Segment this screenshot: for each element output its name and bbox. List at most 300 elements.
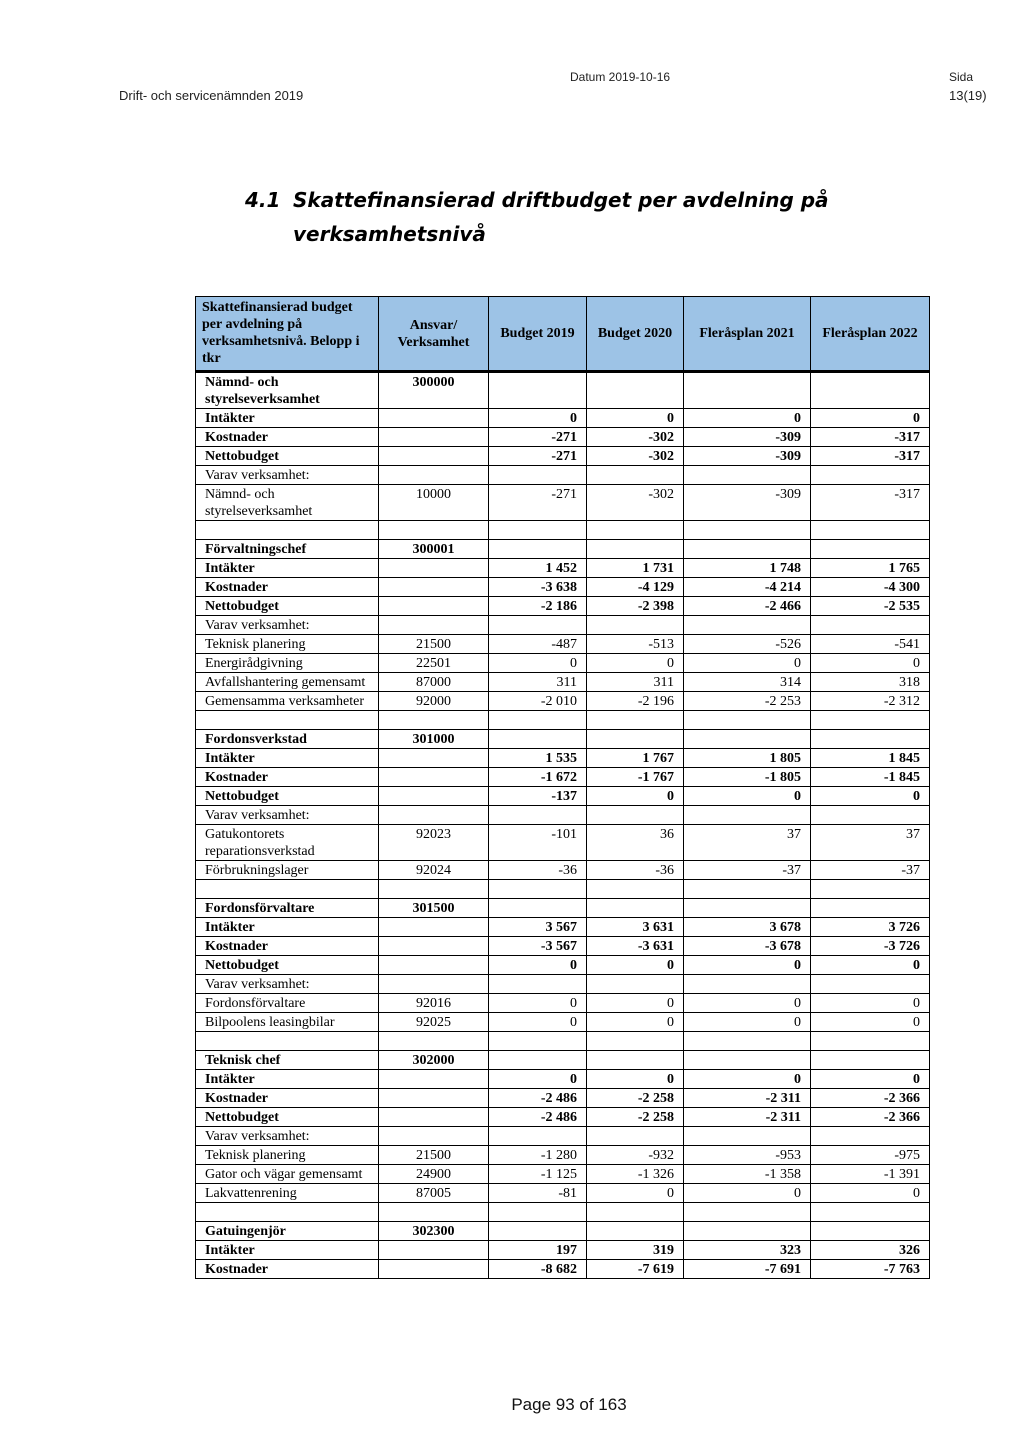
amount-cell: 1 748 (684, 559, 811, 578)
amount-cell (684, 1203, 811, 1222)
amount-cell: -309 (684, 485, 811, 521)
amount-cell (811, 466, 930, 485)
ansvar-cell (379, 787, 489, 806)
ansvar-cell (379, 1203, 489, 1222)
amount-cell: 1 767 (587, 749, 684, 768)
amount-cell (587, 899, 684, 918)
ansvar-cell: 302000 (379, 1051, 489, 1070)
budget-table-body (196, 372, 930, 1279)
amount-cell: 0 (684, 994, 811, 1013)
amount-cell: -2 366 (811, 1108, 930, 1127)
header-document-title: Drift- och servicenämnden 2019 (119, 88, 304, 103)
amount-cell: 0 (587, 654, 684, 673)
amount-cell (489, 540, 587, 559)
amount-cell (811, 540, 930, 559)
spacer-row (196, 521, 930, 540)
amount-cell (587, 521, 684, 540)
row-label-cell: Gator och vägar gemensamt (196, 1165, 379, 1184)
amount-cell: 0 (489, 654, 587, 673)
row-label-cell: Fordonsförvaltare (196, 899, 379, 918)
amount-cell: 0 (684, 409, 811, 428)
row-label-cell (196, 1203, 379, 1222)
amount-cell (587, 806, 684, 825)
amount-cell: 0 (811, 1013, 930, 1032)
header-sida-label: Sida (949, 70, 974, 84)
table-row (196, 749, 930, 768)
amount-cell: 0 (587, 1184, 684, 1203)
table-row (196, 1108, 930, 1127)
amount-cell (684, 616, 811, 635)
ansvar-cell (379, 597, 489, 616)
column-header: Budget 2020 (587, 297, 684, 372)
amount-cell: -81 (489, 1184, 587, 1203)
amount-cell: 0 (811, 409, 930, 428)
table-row (196, 466, 930, 485)
ansvar-cell (379, 1127, 489, 1146)
ansvar-cell (379, 918, 489, 937)
amount-cell: -487 (489, 635, 587, 654)
amount-cell: 0 (587, 787, 684, 806)
amount-cell: -317 (811, 485, 930, 521)
amount-cell: -1 767 (587, 768, 684, 787)
section-row (196, 1222, 930, 1241)
amount-cell (811, 372, 930, 409)
ansvar-cell: 302300 (379, 1222, 489, 1241)
table-row (196, 616, 930, 635)
budget-table-header (196, 297, 930, 372)
amount-cell: -302 (587, 447, 684, 466)
ansvar-cell: 92025 (379, 1013, 489, 1032)
amount-cell (587, 975, 684, 994)
ansvar-cell (379, 880, 489, 899)
amount-cell: -3 678 (684, 937, 811, 956)
amount-cell (811, 711, 930, 730)
ansvar-cell (379, 1108, 489, 1127)
ansvar-cell (379, 466, 489, 485)
table-row (196, 861, 930, 880)
ansvar-cell: 22501 (379, 654, 489, 673)
amount-cell (587, 466, 684, 485)
amount-cell: 0 (587, 956, 684, 975)
table-row (196, 1260, 930, 1279)
ansvar-cell (379, 749, 489, 768)
amount-cell: 318 (811, 673, 930, 692)
amount-cell: -7 619 (587, 1260, 684, 1279)
amount-cell: -2 486 (489, 1108, 587, 1127)
amount-cell (811, 1051, 930, 1070)
row-label-cell: Lakvattenrening (196, 1184, 379, 1203)
row-label-cell: Kostnader (196, 937, 379, 956)
row-label-cell: Kostnader (196, 1260, 379, 1279)
amount-cell: 197 (489, 1241, 587, 1260)
amount-cell: -271 (489, 485, 587, 521)
table-row (196, 1241, 930, 1260)
row-label-cell: Kostnader (196, 768, 379, 787)
budget-table (195, 296, 930, 1279)
table-row (196, 673, 930, 692)
ansvar-cell: 92016 (379, 994, 489, 1013)
amount-cell: 1 765 (811, 559, 930, 578)
ansvar-cell: 87005 (379, 1184, 489, 1203)
header-page-reference: 13(19) (949, 88, 987, 103)
amount-cell: -3 638 (489, 578, 587, 597)
amount-cell (587, 1032, 684, 1051)
amount-cell: 0 (811, 1184, 930, 1203)
row-label-cell: Nämnd- och styrelseverksamhet (196, 485, 379, 521)
row-label-cell: Varav verksamhet: (196, 975, 379, 994)
amount-cell (489, 466, 587, 485)
amount-cell: -2 186 (489, 597, 587, 616)
table-row (196, 825, 930, 861)
row-label-cell: Intäkter (196, 1241, 379, 1260)
column-header: Fleråsplan 2021 (684, 297, 811, 372)
ansvar-cell: 10000 (379, 485, 489, 521)
ansvar-cell (379, 447, 489, 466)
amount-cell: -1 672 (489, 768, 587, 787)
amount-cell: -4 300 (811, 578, 930, 597)
row-label-cell: Gatukontorets reparationsverkstad (196, 825, 379, 861)
table-row (196, 559, 930, 578)
ansvar-cell (379, 768, 489, 787)
amount-cell (489, 730, 587, 749)
amount-cell: -302 (587, 428, 684, 447)
table-row (196, 692, 930, 711)
table-row (196, 1127, 930, 1146)
amount-cell: 0 (587, 994, 684, 1013)
amount-cell: -3 726 (811, 937, 930, 956)
ansvar-cell (379, 975, 489, 994)
amount-cell (684, 1222, 811, 1241)
table-row (196, 1070, 930, 1089)
amount-cell: 36 (587, 825, 684, 861)
row-label-cell: Kostnader (196, 428, 379, 447)
row-label-cell: Gemensamma verksamheter (196, 692, 379, 711)
amount-cell (587, 1222, 684, 1241)
table-row (196, 1184, 930, 1203)
amount-cell: -2 466 (684, 597, 811, 616)
amount-cell: 0 (811, 787, 930, 806)
amount-cell (811, 1127, 930, 1146)
amount-cell: -1 326 (587, 1165, 684, 1184)
amount-cell: 1 805 (684, 749, 811, 768)
ansvar-cell (379, 937, 489, 956)
amount-cell: -2 311 (684, 1089, 811, 1108)
header-row (196, 297, 930, 372)
column-header: Budget 2019 (489, 297, 587, 372)
row-label-cell: Intäkter (196, 1070, 379, 1089)
amount-cell: -101 (489, 825, 587, 861)
amount-cell: -1 391 (811, 1165, 930, 1184)
table-row (196, 787, 930, 806)
ansvar-cell: 301000 (379, 730, 489, 749)
row-label-cell: Varav verksamhet: (196, 1127, 379, 1146)
amount-cell: 0 (684, 1070, 811, 1089)
amount-cell: -137 (489, 787, 587, 806)
amount-cell (811, 1203, 930, 1222)
row-label-cell: Intäkter (196, 918, 379, 937)
amount-cell: -7 763 (811, 1260, 930, 1279)
section-title-line1: Skattefinansierad driftbudget per avdelning på (293, 188, 829, 212)
amount-cell: 1 452 (489, 559, 587, 578)
amount-cell: 311 (489, 673, 587, 692)
ansvar-cell (379, 711, 489, 730)
amount-cell (587, 1051, 684, 1070)
amount-cell: 319 (587, 1241, 684, 1260)
ansvar-cell (379, 578, 489, 597)
amount-cell (684, 880, 811, 899)
table-row (196, 654, 930, 673)
amount-cell (489, 711, 587, 730)
amount-cell (489, 880, 587, 899)
ansvar-cell: 92023 (379, 825, 489, 861)
spacer-row (196, 1032, 930, 1051)
amount-cell (587, 372, 684, 409)
amount-cell: -975 (811, 1146, 930, 1165)
amount-cell: -2 196 (587, 692, 684, 711)
amount-cell: 1 535 (489, 749, 587, 768)
amount-cell: -932 (587, 1146, 684, 1165)
ansvar-cell (379, 1089, 489, 1108)
column-header: Fleråsplan 2022 (811, 297, 930, 372)
ansvar-cell: 87000 (379, 673, 489, 692)
spacer-row (196, 711, 930, 730)
amount-cell: 0 (811, 956, 930, 975)
amount-cell (489, 1051, 587, 1070)
amount-cell: -526 (684, 635, 811, 654)
section-row (196, 540, 930, 559)
row-label-cell: Varav verksamhet: (196, 616, 379, 635)
spacer-row (196, 1203, 930, 1222)
amount-cell: -271 (489, 447, 587, 466)
amount-cell (489, 1203, 587, 1222)
amount-cell (587, 540, 684, 559)
row-label-cell: Förbrukningslager (196, 861, 379, 880)
amount-cell (811, 1032, 930, 1051)
amount-cell: 3 567 (489, 918, 587, 937)
amount-cell (684, 1032, 811, 1051)
table-row (196, 975, 930, 994)
amount-cell: -7 691 (684, 1260, 811, 1279)
amount-cell: 1 845 (811, 749, 930, 768)
amount-cell: 0 (489, 409, 587, 428)
row-label-cell: Teknisk planering (196, 1146, 379, 1165)
row-label-cell: Fordonsförvaltare (196, 994, 379, 1013)
ansvar-cell (379, 559, 489, 578)
ansvar-cell: 301500 (379, 899, 489, 918)
ansvar-cell: 21500 (379, 635, 489, 654)
amount-cell (811, 899, 930, 918)
amount-cell: -37 (684, 861, 811, 880)
amount-cell: -36 (489, 861, 587, 880)
amount-cell (489, 616, 587, 635)
amount-cell: -2 010 (489, 692, 587, 711)
amount-cell (587, 880, 684, 899)
amount-cell (489, 975, 587, 994)
ansvar-cell (379, 956, 489, 975)
amount-cell (587, 1127, 684, 1146)
spacer-row (196, 880, 930, 899)
amount-cell: 0 (489, 1013, 587, 1032)
row-label-cell: Förvaltningschef (196, 540, 379, 559)
amount-cell: 37 (811, 825, 930, 861)
section-heading (245, 183, 865, 251)
column-header: Ansvar/ Verksamhet (379, 297, 489, 372)
row-label-cell: Teknisk chef (196, 1051, 379, 1070)
amount-cell: 0 (684, 1184, 811, 1203)
amount-cell (684, 711, 811, 730)
amount-cell (811, 730, 930, 749)
amount-cell: 0 (811, 1070, 930, 1089)
amount-cell (489, 521, 587, 540)
amount-cell (684, 1051, 811, 1070)
row-label-cell: Varav verksamhet: (196, 806, 379, 825)
table-row (196, 1146, 930, 1165)
amount-cell (684, 540, 811, 559)
row-label-cell: Nettobudget (196, 956, 379, 975)
ansvar-cell: 92024 (379, 861, 489, 880)
amount-cell (587, 1203, 684, 1222)
amount-cell: -1 805 (684, 768, 811, 787)
table-row (196, 1165, 930, 1184)
row-label-cell: Fordonsverkstad (196, 730, 379, 749)
table-row (196, 447, 930, 466)
section-row (196, 899, 930, 918)
amount-cell: -309 (684, 447, 811, 466)
amount-cell: -1 358 (684, 1165, 811, 1184)
row-label-cell: Varav verksamhet: (196, 466, 379, 485)
row-label-cell: Nämnd- och styrelseverksamhet (196, 372, 379, 409)
table-row (196, 956, 930, 975)
amount-cell: -3 631 (587, 937, 684, 956)
amount-cell: 0 (684, 1013, 811, 1032)
ansvar-cell (379, 521, 489, 540)
table-row (196, 806, 930, 825)
column-header: Skattefinansierad budget per avdelning på verksamhetsnivå. Belopp i tkr (196, 297, 379, 372)
row-label-cell: Avfallshantering gemensamt (196, 673, 379, 692)
amount-cell: 0 (489, 956, 587, 975)
amount-cell: -1 280 (489, 1146, 587, 1165)
amount-cell: -513 (587, 635, 684, 654)
amount-cell: 3 631 (587, 918, 684, 937)
ansvar-cell (379, 428, 489, 447)
amount-cell: -2 398 (587, 597, 684, 616)
amount-cell: -317 (811, 447, 930, 466)
table-row (196, 1089, 930, 1108)
table-row (196, 578, 930, 597)
amount-cell: 323 (684, 1241, 811, 1260)
row-label-cell: Kostnader (196, 578, 379, 597)
amount-cell (489, 899, 587, 918)
amount-cell: 0 (489, 994, 587, 1013)
ansvar-cell: 24900 (379, 1165, 489, 1184)
table-row (196, 918, 930, 937)
ansvar-cell: 92000 (379, 692, 489, 711)
amount-cell: 0 (684, 956, 811, 975)
table-row (196, 428, 930, 447)
amount-cell (811, 975, 930, 994)
amount-cell: 0 (587, 1070, 684, 1089)
amount-cell (811, 1222, 930, 1241)
table-row (196, 409, 930, 428)
ansvar-cell (379, 409, 489, 428)
amount-cell (811, 616, 930, 635)
amount-cell (489, 1222, 587, 1241)
row-label-cell (196, 1032, 379, 1051)
row-label-cell: Bilpoolens leasingbilar (196, 1013, 379, 1032)
amount-cell: -2 312 (811, 692, 930, 711)
amount-cell: -2 311 (684, 1108, 811, 1127)
amount-cell: -309 (684, 428, 811, 447)
amount-cell: 0 (587, 409, 684, 428)
amount-cell: -37 (811, 861, 930, 880)
section-number: 4.1 (245, 188, 281, 212)
table-row (196, 994, 930, 1013)
amount-cell: -541 (811, 635, 930, 654)
amount-cell (684, 466, 811, 485)
amount-cell (684, 975, 811, 994)
amount-cell (587, 711, 684, 730)
amount-cell (587, 730, 684, 749)
amount-cell: 314 (684, 673, 811, 692)
amount-cell (489, 372, 587, 409)
row-label-cell: Intäkter (196, 409, 379, 428)
row-label-cell: Intäkter (196, 559, 379, 578)
row-label-cell: Kostnader (196, 1089, 379, 1108)
section-row (196, 1051, 930, 1070)
ansvar-cell (379, 806, 489, 825)
amount-cell: 0 (811, 994, 930, 1013)
row-label-cell (196, 880, 379, 899)
amount-cell: -953 (684, 1146, 811, 1165)
table-row (196, 485, 930, 521)
amount-cell: -3 567 (489, 937, 587, 956)
amount-cell: -2 366 (811, 1089, 930, 1108)
amount-cell (684, 521, 811, 540)
amount-cell: -271 (489, 428, 587, 447)
table-row (196, 597, 930, 616)
page-footer: Page 93 of 163 (511, 1395, 627, 1414)
amount-cell: -2 258 (587, 1108, 684, 1127)
amount-cell (489, 1032, 587, 1051)
row-label-cell: Energirådgivning (196, 654, 379, 673)
ansvar-cell: 300000 (379, 372, 489, 409)
amount-cell (811, 806, 930, 825)
amount-cell: 1 731 (587, 559, 684, 578)
amount-cell: 0 (489, 1070, 587, 1089)
table-row (196, 1013, 930, 1032)
table-row (196, 768, 930, 787)
row-label-cell: Nettobudget (196, 447, 379, 466)
amount-cell (587, 616, 684, 635)
amount-cell (489, 806, 587, 825)
amount-cell: 37 (684, 825, 811, 861)
ansvar-cell (379, 616, 489, 635)
ansvar-cell (379, 1032, 489, 1051)
table-row (196, 937, 930, 956)
row-label-cell: Intäkter (196, 749, 379, 768)
amount-cell (684, 806, 811, 825)
section-title-line2: verksamhetsnivå (293, 222, 486, 246)
amount-cell: 311 (587, 673, 684, 692)
amount-cell: 0 (684, 654, 811, 673)
row-label-cell: Teknisk planering (196, 635, 379, 654)
amount-cell: 0 (811, 654, 930, 673)
ansvar-cell: 300001 (379, 540, 489, 559)
ansvar-cell (379, 1070, 489, 1089)
amount-cell: -2 253 (684, 692, 811, 711)
amount-cell (684, 372, 811, 409)
section-row (196, 372, 930, 409)
